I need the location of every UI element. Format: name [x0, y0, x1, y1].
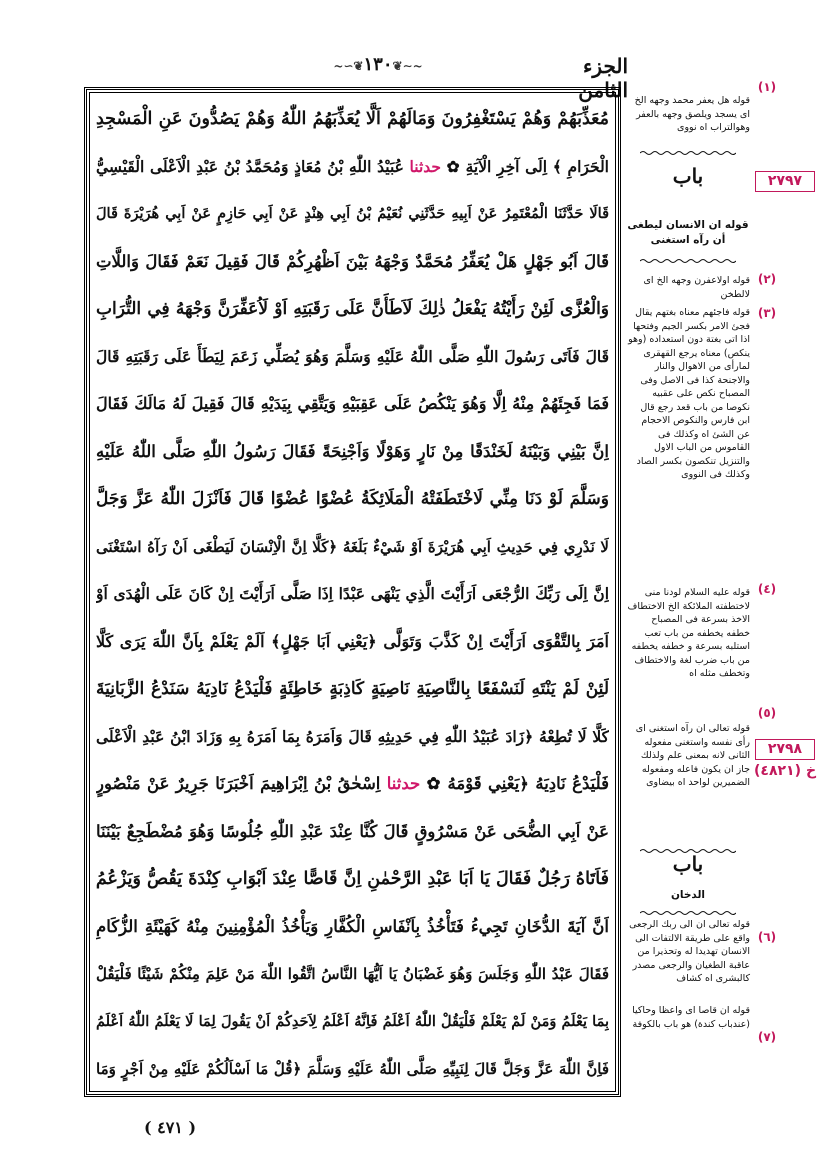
note-5: قوله تعالى ان رآه استغنى اى رأى نفسه واستغنى مفعوله الثانى لانه بمعنى علم ولذلك جاز ان يكون فاعله ومفعوله الضميرين لواحد اه بيضاوى	[635, 723, 750, 788]
hadith-number-box: ٢٧٩٨	[755, 739, 815, 760]
bab-1-title: باب	[672, 164, 704, 188]
note-number-5: (٥)	[757, 706, 777, 720]
text-line: اِنَّ اِلَى رَبِّكَ الرُّجْعَى اَرَأَيْتَ الَّذِي يَنْهَى عَبْدًا اِذَا صَلَّى اَرَأَيْتَ اِنْ كَانَ عَلَى الْهُدَى اَوْ	[96, 584, 609, 603]
text-line: وَالْعُزَّى لَئِنْ رَأَيْتُهُ يَفْعَلُ ذٰلِكَ لَاَطَأَنَّ عَلَى رَقَبَتِهِ اَوْ لَاُعَفِّرَنَّ وَجْهَهُ فِي التُّرَابِ	[96, 299, 609, 319]
text-line: فَقَالَ عَبْدُ اللّٰهِ وَجَلَسَ وَهُوَ غَضْبَانُ يَا اَيُّهَا النَّاسُ اتَّقُوا اللّٰهَ مَنْ عَلِمَ مِنْكُمْ شَيْئًا فَلْيَقُلْ	[96, 965, 609, 983]
bab-2-title: باب	[672, 852, 704, 876]
text-line: لَئِنْ لَمْ يَنْتَهِ لَنَسْفَعًا بِالنَّاصِيَةِ نَاصِيَةٍ كَاذِبَةٍ خَاطِئَةٍ فَلْيَدْعُ نَادِيَهُ سَنَدْعُ الزَّبَانِيَةَ	[96, 679, 609, 699]
note-1: قوله هل يعفر محمد وجهه الخ اى يسجد ويلصق وجهه بالعفر وهوالتراب اه نووى	[634, 95, 750, 133]
alt-hadith-number: (٤٨٢١)	[754, 763, 801, 779]
note-6: قوله تعالى ان الى ربك الرجعى واقع على طريقة الالتفات الى الانسان تهديدا له وتحذيرا من عاقبة الطغيان والرجعى مصدر كالبشرى اه كشاف	[629, 919, 750, 984]
alt-hadith-prefix: خ	[806, 763, 817, 779]
text-line: لَا نَدْرِي فِي حَدِيثِ اَبِي هُرَيْرَةَ اَوْ شَيْءٌ بَلَغَهُ ﴿كَلَّا اِنَّ الْاِنْسَانَ لَيَطْغَى اَنْ رَآهُ اسْتَغْنَى	[96, 537, 609, 556]
note-number-1: (١)	[757, 80, 777, 94]
text-line: وَسَلَّمَ لَوْ دَنَا مِنِّي لَاخْتَطَفَتْهُ الْمَلَائِكَةُ عُضْوًا عُضْوًا قَالَ فَاَنْزَلَ اللّٰهُ عَزَّ وَجَلَّ	[96, 489, 609, 509]
bab-1-subtitle: قوله ان الانسان ليطغى أن رآه استغنى	[627, 219, 749, 246]
note-number-4: (٤)	[757, 582, 777, 596]
note-7: قوله ان قاصا اى واعظا وحاكيا (عندباب كندة) هو باب بالكوفة	[632, 1005, 750, 1030]
haddathana-marker: حدثنا	[409, 156, 441, 176]
page-number	[318, 54, 438, 75]
text-line: قَالَ اَبُو جَهْلٍ هَلْ يُعَفِّرُ مُحَمَّدٌ وَجْهَهُ بَيْنَ اَظْهُرِكُمْ قَالَ فَقِيلَ نَعَمْ فَقَالَ وَاللَّاتِ	[96, 251, 609, 271]
note-number-3: (٣)	[757, 306, 777, 320]
divider-squiggle	[640, 910, 736, 916]
text-line: قَالَ فَاَتَى رَسُولَ اللّٰهِ صَلَّى اللّٰهُ عَلَيْهِ وَسَلَّمَ وَهُوَ يُصَلِّي زَعَمَ لِيَطَأَ عَلَى رَقَبَتِهِ قَالَ	[96, 346, 609, 366]
divider-squiggle	[640, 150, 736, 156]
footer-label: ( ٤٧١ )	[143, 1118, 197, 1137]
juz-label: الجزء الثامن	[578, 54, 628, 102]
text-line: فَمَا فَجِئَهُمْ مِنْهُ اِلَّا وَهُوَ يَنْكُصُ عَلَى عَقِبَيْهِ وَيَتَّقِي بِيَدَيْهِ قَالَ فَقِيلَ لَهُ مَالَكَ فَقَالَ	[96, 394, 609, 413]
text-line: قَالَا حَدَّثَنَا الْمُعْتَمِرُ عَنْ اَبِيهِ حَدَّثَنِي نُعَيْمُ بْنُ اَبِي هِنْدٍ عَنْ اَبِي حَازِمٍ عَنْ اَبِي هُرَيْرَةَ قَالَ	[96, 205, 609, 222]
note-2: قوله اولاعفرن وجهه الخ اى لالطخن	[643, 275, 750, 300]
page-number-value: ١٣٠	[363, 54, 393, 75]
text-line: الْحَرَامِ ﴾ اِلَى آخِرِ الْآيَةِ ✿ حدثنا عُبَيْدُ اللّٰهِ بْنُ مُعَاذٍ وَمُحَمَّدُ بْنُ عَبْدِ الْاَعْلَى الْقَيْسِيُّ	[96, 156, 609, 176]
haddathana-marker: حدثنا	[386, 774, 421, 793]
text-line: بِمَا يَعْلَمُ وَمَنْ لَمْ يَعْلَمْ فَلْيَقُلْ اللّٰهُ اَعْلَمُ فَاِنَّهُ اَعْلَمُ لِاَحَدِكُمْ اَنْ يَقُولَ لِمَا لَا يَعْلَمُ اللّٰهُ اَعْلَمُ	[96, 1012, 609, 1030]
hadith-number-box: ٢٧٩٧	[755, 171, 815, 192]
note-4: قوله عليه السلام لودنا منى لاختطفته الملائكة الخ الاختطاف الاخذ بسرعة فى المصباح خطفه يخطفه من باب تعب استلبه بسرعة و خطفه يخطفه من باب ضرب لغة والاختطاف وتخطف مثله اه	[627, 587, 750, 679]
divider-squiggle	[640, 258, 736, 264]
right-ornament: ❦∼~	[333, 59, 364, 73]
text-line: مُعَذِّبَهُمْ وَهُمْ يَسْتَغْفِرُونَ وَمَالَهُمْ اَلَّا يُعَذِّبَهُمُ اللّٰهُ وَهُمْ يَصُدُّونَ عَنِ الْمَسْجِدِ	[96, 109, 609, 129]
text-line: فَاَتَاهُ رَجُلٌ فَقَالَ يَا اَبَا عَبْدِ الرَّحْمٰنِ اِنَّ قَاصًّا عِنْدَ اَبْوَابِ كِنْدَةَ يَقُصُّ وَيَزْعُمُ	[96, 869, 609, 889]
note-number-6: (٦)	[757, 930, 777, 944]
text-line: فَلْيَدْعُ نَادِيَهُ ﴿يَعْنِي قَوْمَهُ ✿ حدثنا اِسْحٰقُ بْنُ اِبْرَاهِيمَ اَخْبَرَنَا جَرِيرٌ عَنْ مَنْصُورٍ	[96, 774, 609, 793]
note-3: قوله فاجئهم معناه بغتهم يقال فجئ الامر بكسر الجيم وفتحها اذا اتى بغتة دون استعداده (وهو ينكص) معناه يرجع القهقرى لمارأى من الاهوال والنار والاجنحة كذا فى الاصل وفى المصباح نكص على عقبيه نكوصا من باب قعد رجع قال ابن فارس والنكوص الاحجام عن الشئ اه وكذلك فى القاموس من الباب الاول والتنزيل تنكصون بكسر الصاد وكذلك فى النووى	[628, 307, 750, 480]
note-number-2: (٢)	[757, 272, 777, 286]
text-line: اَمَرَ بِالتَّقْوَى اَرَأَيْتَ اِنْ كَذَّبَ وَتَوَلَّى ﴿يَعْنِي اَبَا جَهْلٍ﴾ اَلَمْ يَعْلَمْ بِاَنَّ اللّٰهَ يَرَى كَلَّا	[96, 631, 609, 651]
left-ornament: ~∽❦	[392, 59, 423, 73]
text-line: اِنَّ بَيْنِي وَبَيْنَهُ لَخَنْدَقًا مِنْ نَارٍ وَهَوْلًا وَاَجْنِحَةً فَقَالَ رَسُولُ اللّٰهِ صَلَّى اللّٰهُ عَلَيْهِ	[96, 441, 609, 461]
main-text-frame	[84, 87, 621, 1097]
text-line: كَلَّا لَا تُطِعْهُ ﴿زَادَ عُبَيْدُ اللّٰهِ فِي حَدِيثِهِ قَالَ وَاَمَرَهُ بِمَا اَمَرَهُ بِهِ وَزَادَ ابْنُ عَبْدِ الْاَعْلَى	[96, 726, 609, 746]
text-line: اَنَّ آيَةَ الدُّخَانِ تَجِيءُ فَتَأْخُذُ بِاَنْفَاسِ الْكُفَّارِ وَيَأْخُذُ الْمُؤْمِنِينَ مِنْهُ كَهَيْئَةِ الزُّكَامِ	[96, 916, 609, 936]
text-line: فَاِنَّ اللّٰهَ عَزَّ وَجَلَّ قَالَ لِنَبِيِّهِ صَلَّى اللّٰهُ عَلَيْهِ وَسَلَّمَ ﴿قُلْ مَا اَسْاَلُكُمْ عَلَيْهِ مِنْ اَجْرٍ وَمَا	[96, 1060, 609, 1078]
bab-2-subtitle: الدخان	[670, 889, 706, 901]
main-text-inner-border	[89, 92, 616, 1092]
text-line: عَنْ اَبِي الضُّحَى عَنْ مَسْرُوقٍ قَالَ كُنَّا عِنْدَ عَبْدِ اللّٰهِ جُلُوسًا وَهُوَ مُضْطَجِعٌ بَيْنَنَا	[96, 821, 609, 841]
note-number-7: (٧)	[757, 1030, 777, 1044]
